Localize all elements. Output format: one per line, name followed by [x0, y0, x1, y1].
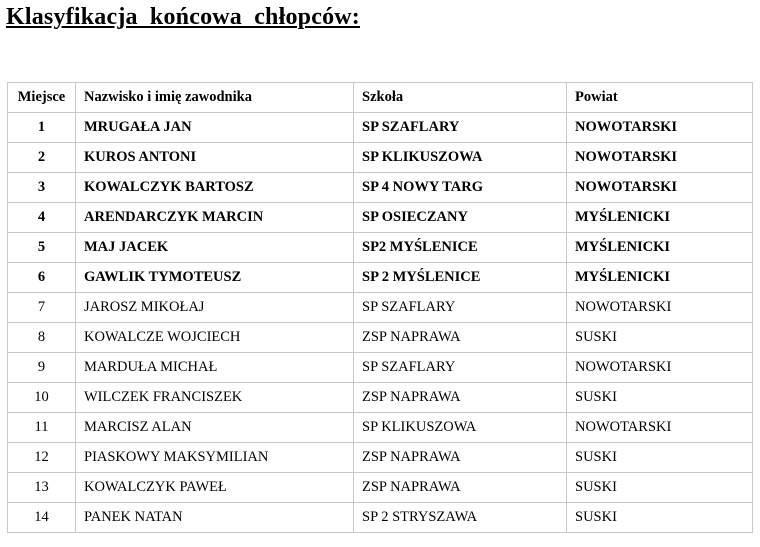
- table-row: [8, 173, 753, 203]
- cell-place: 12: [8, 443, 76, 473]
- table-row: [8, 503, 753, 533]
- cell-name: KUROS ANTONI: [76, 143, 354, 173]
- cell-place: 1: [8, 113, 76, 143]
- cell-place: 8: [8, 323, 76, 353]
- table-row: [8, 143, 753, 173]
- cell-place: 7: [8, 293, 76, 323]
- table-row: [8, 263, 753, 293]
- table-row: [8, 353, 753, 383]
- cell-school: ZSP NAPRAWA: [354, 383, 567, 413]
- cell-school: ZSP NAPRAWA: [354, 473, 567, 503]
- cell-school: SP KLIKUSZOWA: [354, 413, 567, 443]
- table-row: [8, 383, 753, 413]
- cell-district: NOWOTARSKI: [567, 353, 753, 383]
- cell-place: 3: [8, 173, 76, 203]
- cell-name: KOWALCZYK PAWEŁ: [76, 473, 354, 503]
- table-row: [8, 473, 753, 503]
- cell-name: KOWALCZYK BARTOSZ: [76, 173, 354, 203]
- cell-place: 6: [8, 263, 76, 293]
- cell-school: SP KLIKUSZOWA: [354, 143, 567, 173]
- cell-name: MARDUŁA MICHAŁ: [76, 353, 354, 383]
- table-row: [8, 413, 753, 443]
- cell-school: SP OSIECZANY: [354, 203, 567, 233]
- cell-school: SP SZAFLARY: [354, 113, 567, 143]
- table-row: [8, 203, 753, 233]
- table-row: [8, 323, 753, 353]
- table-row: [8, 293, 753, 323]
- cell-place: 14: [8, 503, 76, 533]
- cell-district: NOWOTARSKI: [567, 113, 753, 143]
- cell-district: NOWOTARSKI: [567, 293, 753, 323]
- cell-district: SUSKI: [567, 383, 753, 413]
- table-row: [8, 233, 753, 263]
- cell-school: SP 2 MYŚLENICE: [354, 263, 567, 293]
- cell-school: SP2 MYŚLENICE: [354, 233, 567, 263]
- cell-place: 10: [8, 383, 76, 413]
- table-row: [8, 443, 753, 473]
- cell-place: 9: [8, 353, 76, 383]
- header-row: [8, 83, 753, 113]
- cell-place: 13: [8, 473, 76, 503]
- header-place: Miejsce: [8, 83, 76, 113]
- cell-district: SUSKI: [567, 473, 753, 503]
- cell-school: ZSP NAPRAWA: [354, 323, 567, 353]
- cell-name: GAWLIK TYMOTEUSZ: [76, 263, 354, 293]
- cell-district: SUSKI: [567, 443, 753, 473]
- header-name: Nazwisko i imię zawodnika: [76, 83, 354, 113]
- results-table: [7, 82, 753, 533]
- cell-name: MRUGAŁA JAN: [76, 113, 354, 143]
- cell-district: NOWOTARSKI: [567, 143, 753, 173]
- cell-school: SP 2 STRYSZAWA: [354, 503, 567, 533]
- cell-place: 2: [8, 143, 76, 173]
- cell-district: MYŚLENICKI: [567, 263, 753, 293]
- cell-district: SUSKI: [567, 323, 753, 353]
- cell-district: MYŚLENICKI: [567, 233, 753, 263]
- header-district: Powiat: [567, 83, 753, 113]
- header-school: Szkoła: [354, 83, 567, 113]
- cell-name: PIASKOWY MAKSYMILIAN: [76, 443, 354, 473]
- cell-name: WILCZEK FRANCISZEK: [76, 383, 354, 413]
- cell-name: PANEK NATAN: [76, 503, 354, 533]
- cell-place: 11: [8, 413, 76, 443]
- cell-school: SP SZAFLARY: [354, 353, 567, 383]
- cell-place: 4: [8, 203, 76, 233]
- cell-school: SP SZAFLARY: [354, 293, 567, 323]
- cell-district: NOWOTARSKI: [567, 413, 753, 443]
- cell-name: JAROSZ MIKOŁAJ: [76, 293, 354, 323]
- cell-name: ARENDARCZYK MARCIN: [76, 203, 354, 233]
- cell-name: KOWALCZE WOJCIECH: [76, 323, 354, 353]
- cell-school: SP 4 NOWY TARG: [354, 173, 567, 203]
- cell-school: ZSP NAPRAWA: [354, 443, 567, 473]
- page-title: Klasyfikacja końcowa chłopców:: [6, 4, 360, 30]
- cell-district: NOWOTARSKI: [567, 173, 753, 203]
- cell-place: 5: [8, 233, 76, 263]
- cell-district: MYŚLENICKI: [567, 203, 753, 233]
- cell-name: MARCISZ ALAN: [76, 413, 354, 443]
- cell-district: SUSKI: [567, 503, 753, 533]
- cell-name: MAJ JACEK: [76, 233, 354, 263]
- table-row: [8, 113, 753, 143]
